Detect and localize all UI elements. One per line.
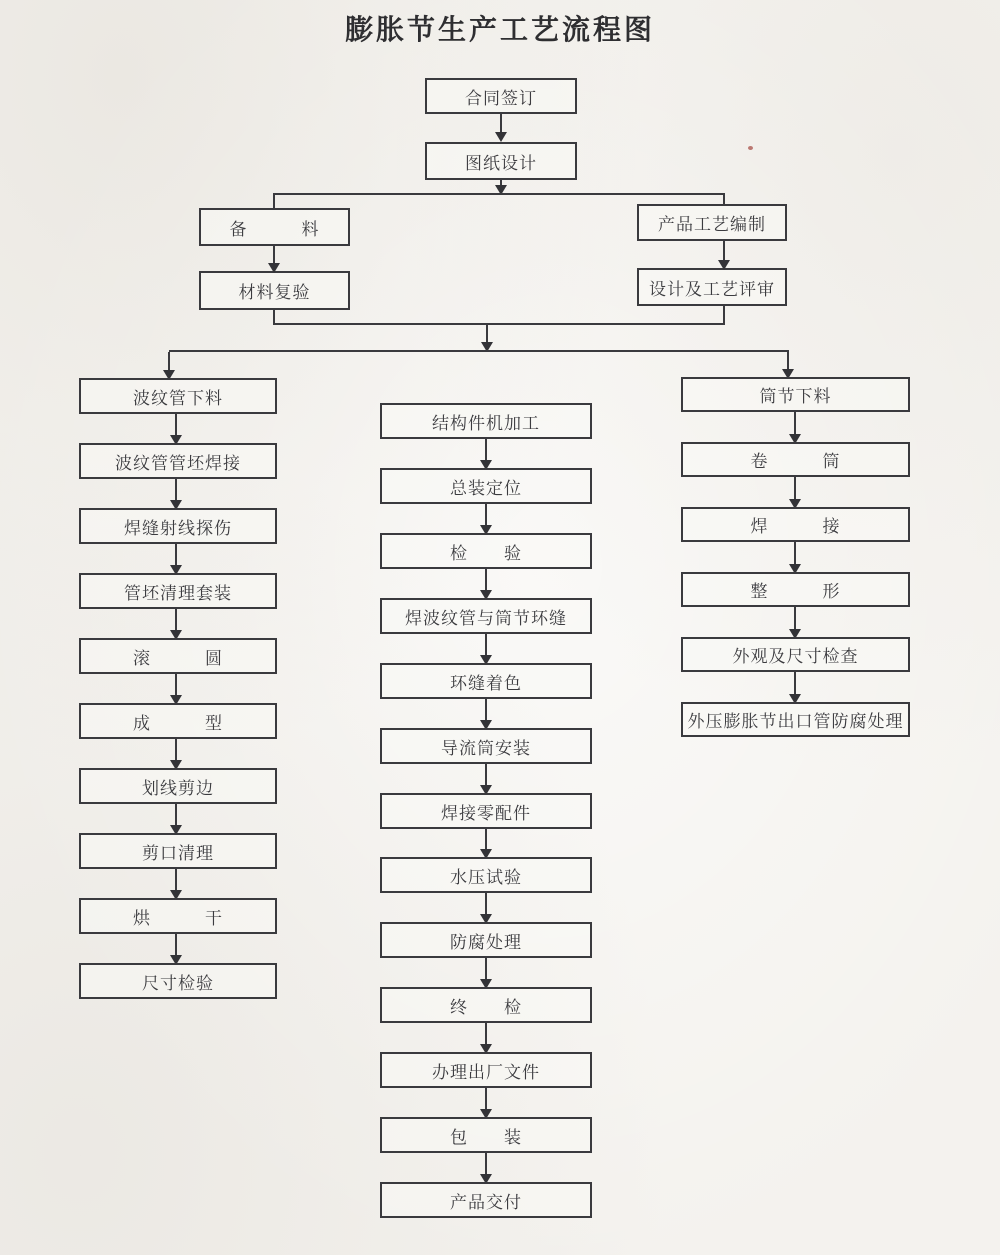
connector-line	[485, 699, 487, 722]
flow-step-box: 结构件机加工	[380, 403, 592, 439]
flow-step-box: 焊接零配件	[380, 793, 592, 829]
flow-step-box: 管坯清理套装	[79, 573, 277, 609]
flow-step-box: 外压膨胀节出口管防腐处理	[681, 702, 910, 737]
connector-line	[175, 804, 177, 827]
flow-step-box: 剪口清理	[79, 833, 277, 869]
connector-line	[500, 114, 502, 134]
connector-line	[485, 829, 487, 851]
connector-line	[273, 193, 275, 210]
flow-step-box: 外观及尺寸检查	[681, 637, 910, 672]
connector-line	[175, 544, 177, 567]
arrowhead-down-icon	[718, 260, 730, 270]
connector-line	[485, 1023, 487, 1046]
flow-step-box: 尺寸检验	[79, 963, 277, 999]
flow-step-box: 检 验	[380, 533, 592, 569]
flow-step-box: 整 形	[681, 572, 910, 607]
connector-line	[794, 412, 796, 436]
flow-step-box: 导流筒安装	[380, 728, 592, 764]
connector-line	[168, 352, 170, 372]
flow-step-box: 环缝着色	[380, 663, 592, 699]
connector-line	[274, 323, 725, 325]
connector-line	[794, 672, 796, 696]
flow-box-drawing-design: 图纸设计	[425, 142, 577, 180]
flow-step-box: 成 型	[79, 703, 277, 739]
flow-step-box: 焊波纹管与筒节环缝	[380, 598, 592, 634]
arrowhead-down-icon	[495, 132, 507, 142]
connector-line	[485, 958, 487, 981]
flow-step-box: 包 装	[380, 1117, 592, 1153]
connector-line	[794, 607, 796, 631]
flow-box-material-reinspection: 材料复验	[199, 271, 350, 310]
flow-box-contract-signing: 合同签订	[425, 78, 577, 114]
connector-line	[723, 193, 725, 206]
connector-line	[175, 479, 177, 502]
flow-step-box: 办理出厂文件	[380, 1052, 592, 1088]
flow-step-box: 划线剪边	[79, 768, 277, 804]
connector-line	[175, 414, 177, 437]
flow-step-box: 波纹管管坯焊接	[79, 443, 277, 479]
scan-speck	[748, 146, 753, 150]
flow-step-box: 防腐处理	[380, 922, 592, 958]
flow-step-box: 烘 干	[79, 898, 277, 934]
flow-step-box: 筒节下料	[681, 377, 910, 412]
page-title: 膨胀节生产工艺流程图	[344, 15, 655, 46]
flow-step-box: 波纹管下料	[79, 378, 277, 414]
flow-step-box: 总装定位	[380, 468, 592, 504]
flow-step-box: 卷 筒	[681, 442, 910, 477]
connector-line	[485, 893, 487, 916]
connector-line	[794, 542, 796, 566]
connector-line	[485, 439, 487, 462]
flow-step-box: 水压试验	[380, 857, 592, 893]
flow-box-material-preparation: 备 料	[199, 208, 350, 246]
connector-line	[794, 477, 796, 501]
connector-line	[485, 1088, 487, 1111]
connector-line	[175, 739, 177, 762]
arrowhead-down-icon	[268, 263, 280, 273]
connector-line	[175, 869, 177, 892]
flow-step-box: 滚 圆	[79, 638, 277, 674]
connector-line	[485, 634, 487, 657]
connector-line	[485, 504, 487, 527]
connector-line	[175, 674, 177, 697]
flow-step-box: 终 检	[380, 987, 592, 1023]
flow-box-process-compilation: 产品工艺编制	[637, 204, 787, 241]
flow-box-design-process-review: 设计及工艺评审	[637, 268, 787, 306]
flow-step-box: 焊 接	[681, 507, 910, 542]
connector-line	[485, 764, 487, 787]
connector-line	[485, 1153, 487, 1176]
flow-step-box: 焊缝射线探伤	[79, 508, 277, 544]
connector-line	[723, 241, 725, 262]
flow-step-box: 产品交付	[380, 1182, 592, 1218]
connector-line	[485, 569, 487, 592]
connector-line	[175, 934, 177, 957]
connector-line	[175, 609, 177, 632]
connector-line	[274, 193, 725, 195]
connector-line	[169, 350, 789, 352]
